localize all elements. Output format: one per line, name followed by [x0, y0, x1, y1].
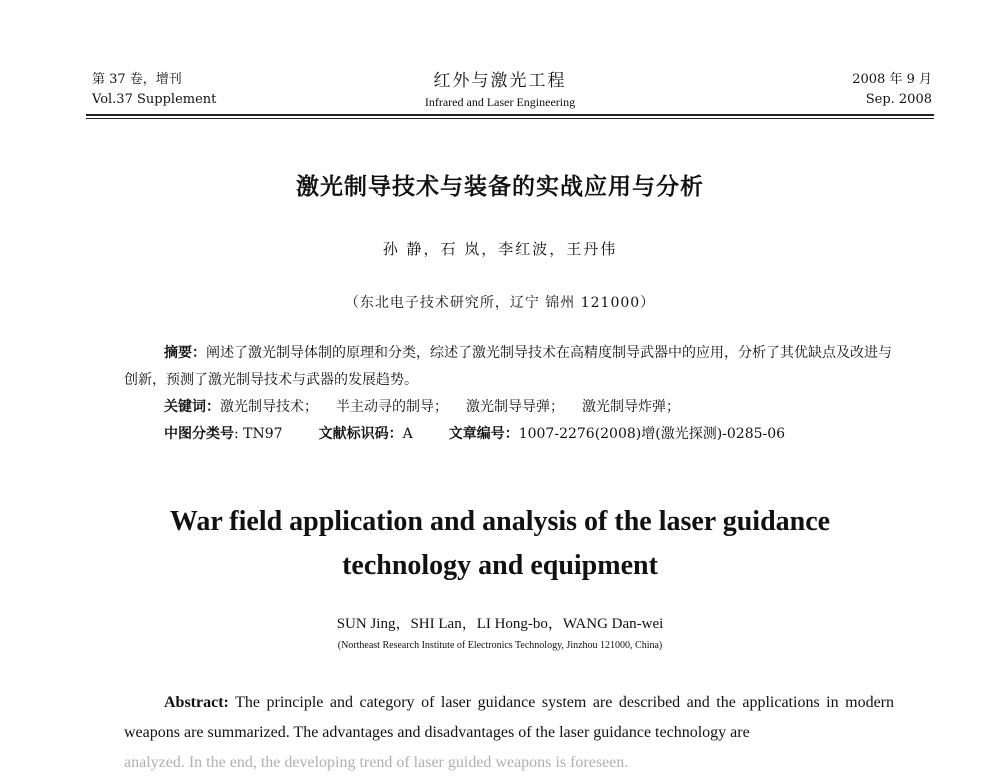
- keywords-cn-label: 关键词：: [164, 399, 220, 415]
- authors-cn: 孙 静，石 岚，李红波，王丹伟: [382, 240, 618, 258]
- article-no-label: 文章编号：: [448, 426, 519, 442]
- clc-value: : TN97: [234, 426, 283, 442]
- header-date-cn: 2008 年 9 月: [852, 72, 932, 87]
- paper-title-en-line2: technology and equipment: [342, 550, 658, 581]
- affiliation-en: (Northeast Research Institute of Electronics Technology, Jinzhou 121000, China): [337, 640, 663, 651]
- paper-title-en-line1: War field application and analysis of the laser guidance: [169, 506, 831, 537]
- header-rule-thick: [86, 114, 934, 116]
- header-date: [852, 70, 932, 110]
- article-no-value: 1007-2276(2008)增(激光探测)-0285-06: [518, 426, 786, 442]
- abstract-en-label: Abstract:: [164, 694, 229, 711]
- abstract-cn-text: 阐述了激光制导体制的原理和分类，综述了激光制导技术在高精度制导武器中的应用，分析了其优缺点及改进与创新，预测了激光制导技术与武器的发展趋势。: [124, 345, 892, 388]
- header-journal: [0, 70, 1000, 112]
- header-volume-en: Vol.37 Supplement: [92, 92, 217, 107]
- abstract-cn-label: 摘要：: [164, 345, 206, 361]
- keyword-item: 激光制导导弹；: [466, 399, 564, 415]
- keyword-item: 激光制导炸弹；: [582, 399, 680, 415]
- abstract-en-text: The principle and category of laser guidance system are described and the applications in modern weapons are summarized. The advantages and disadvantages of the laser guidance technology are: [124, 694, 895, 741]
- abstract-en-cut-line: analyzed. In the end, the developing trend of laser guided weapons is foreseen.: [124, 754, 629, 771]
- paper-title-cn: 激光制导技术与装备的实战应用与分析: [296, 174, 704, 200]
- abstract-en-block: [124, 688, 894, 778]
- affiliation-cn: （东北电子技术研究所，辽宁 锦州 121000）: [344, 295, 656, 311]
- doc-code-value: A: [402, 426, 413, 442]
- abstract-en: [124, 688, 894, 748]
- doc-code-label: 文献标识码：: [318, 426, 403, 442]
- abstract-cn-block: [124, 340, 894, 448]
- classification-line: [124, 421, 894, 448]
- header-volume-cn: 第 37 卷，增刊: [92, 72, 182, 87]
- header-journal-en: Infrared and Laser Engineering: [424, 95, 576, 109]
- keywords-cn: [124, 394, 894, 421]
- abstract-cn: [124, 340, 894, 394]
- authors-en: SUN Jing，SHI Lan，LI Hong-bo，WANG Dan-wei: [336, 616, 664, 632]
- header-journal-cn: 红外与激光工程: [433, 71, 567, 91]
- clc-label: 中图分类号: [164, 426, 234, 442]
- header-date-en: Sep. 2008: [865, 92, 932, 107]
- header-rule-thin: [86, 118, 934, 119]
- keyword-item: 激光制导技术；: [220, 399, 318, 415]
- keyword-item: 半主动寻的制导；: [336, 399, 448, 415]
- paper-title-en: [0, 500, 1000, 588]
